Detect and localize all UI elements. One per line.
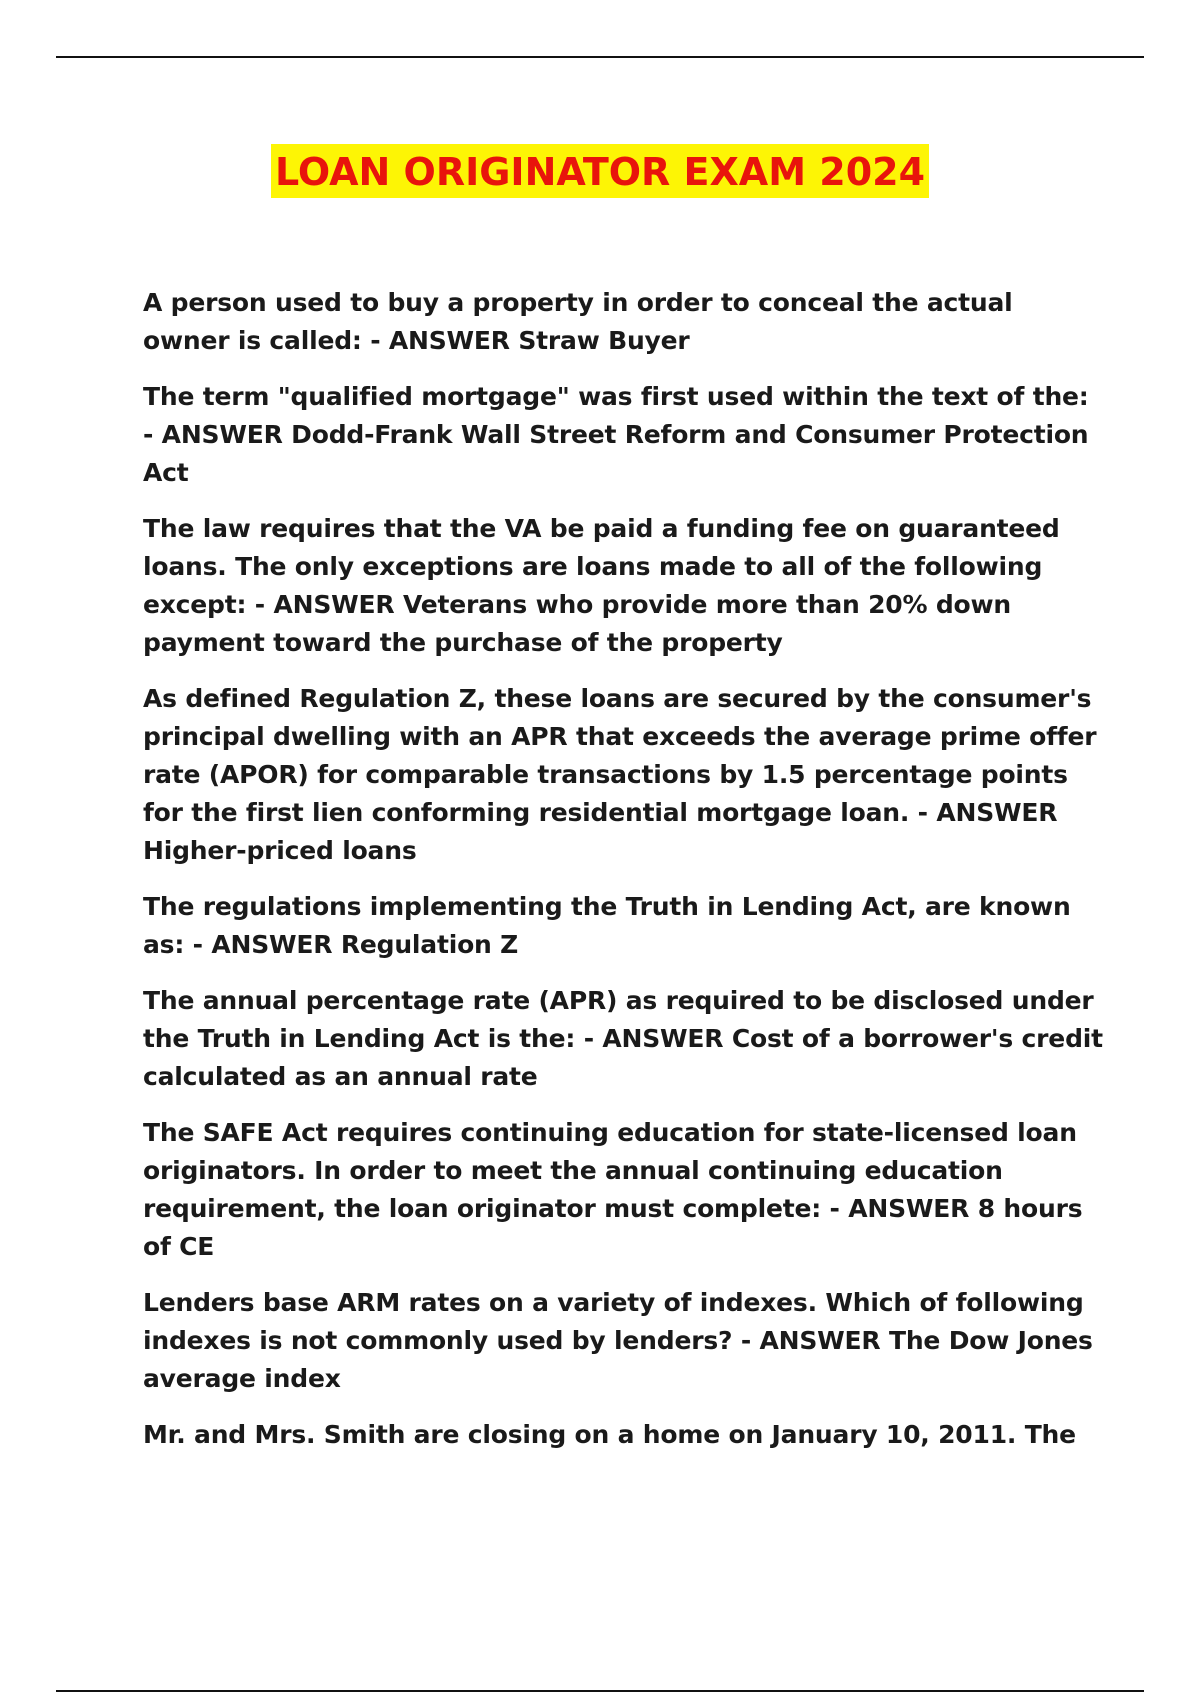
title-block: [0, 144, 1200, 198]
qa-item-2: The term "qualified mortgage" was first used within the text of the: - ANSWER Dodd-Frank Wall Street Reform and Consumer Protection Act: [143, 382, 1089, 487]
qa-item-9: Mr. and Mrs. Smith are closing on a home on January 10, 2011. The: [143, 1420, 1076, 1449]
qa-item-6: The annual percentage rate (APR) as required to be disclosed under the Truth in Lending Act is the: - ANSWER Cost of a borrower's credit calculated as an annual rate: [143, 986, 1103, 1091]
top-rule: [56, 56, 1144, 58]
qa-list: [143, 284, 1103, 1472]
qa-item-3: The law requires that the VA be paid a funding fee on guaranteed loans. The only exceptions are loans made to all of the following except: - ANSWER Veterans who provide more than 20% down payment toward the purchase of the property: [143, 514, 1060, 657]
qa-item-7: The SAFE Act requires continuing education for state-licensed loan originators. In order to meet the annual continuing education requirement, the loan originator must complete: - ANSWER 8 hours of CE: [143, 1118, 1083, 1261]
qa-item-8: Lenders base ARM rates on a variety of indexes. Which of following indexes is not commonly used by lenders? - ANSWER The Dow Jones average index: [143, 1288, 1093, 1393]
page-title: LOAN ORIGINATOR EXAM 2024: [271, 144, 929, 198]
bottom-rule: [56, 1690, 1144, 1692]
qa-item-1: A person used to buy a property in order to conceal the actual owner is called: - ANSWER Straw Buyer: [143, 288, 1013, 355]
qa-item-4: As defined Regulation Z, these loans are secured by the consumer's principal dwelling with an APR that exceeds the average prime offer rate (APOR) for comparable transactions by 1.5 percentage points for the first lien conforming residential mortgage loan. - ANSWER Higher-priced loans: [143, 684, 1097, 865]
qa-item-5: The regulations implementing the Truth in Lending Act, are known as: - ANSWER Regulation Z: [143, 892, 1071, 959]
